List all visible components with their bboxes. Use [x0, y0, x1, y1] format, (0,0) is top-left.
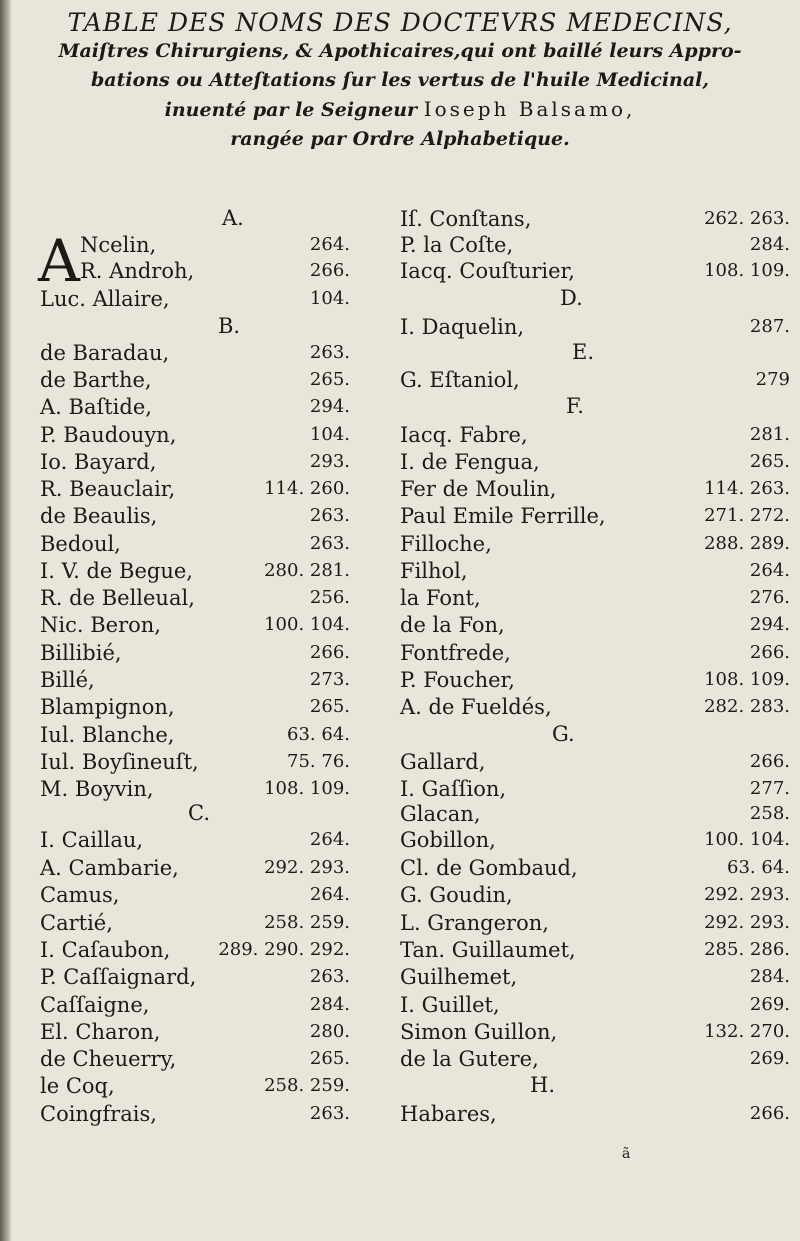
left-page-refs: 258. 259.: [264, 912, 350, 933]
left-name-entry: I. V. de Begue,: [40, 559, 193, 583]
right-page-refs: 114. 263.: [704, 478, 790, 499]
right-page-refs: 258.: [749, 803, 790, 824]
left-name-entry: Luc. Allaire,: [40, 287, 170, 311]
left-page-refs: 265.: [309, 369, 350, 390]
left-page-refs: 265.: [309, 1048, 350, 1069]
left-page-refs: 293.: [309, 451, 350, 472]
left-page-refs: 280. 281.: [264, 560, 350, 581]
left-page-refs: 263.: [309, 505, 350, 526]
left-name-entry: A. Baſtide,: [40, 395, 152, 419]
right-page-refs: 276.: [749, 587, 790, 608]
right-page-refs: 282. 283.: [704, 696, 790, 717]
left-page-refs: 264.: [309, 829, 350, 850]
right-name-entry: Tan. Guillaumet,: [400, 938, 576, 962]
left-name-entry: R. de Belleual,: [40, 586, 195, 610]
header-line-4-text: inuenté par le Seigneur: [164, 99, 418, 121]
section-letter-b: B.: [218, 314, 241, 338]
left-name-entry: I. Caſaubon,: [40, 938, 171, 962]
right-page-refs: 288. 289.: [704, 533, 790, 554]
left-name-entry: M. Boyvin,: [40, 777, 154, 801]
right-name-entry: A. de Fueldés,: [400, 695, 552, 719]
left-name-entry: Coingfrais,: [40, 1102, 157, 1126]
left-page-refs: 100. 104.: [264, 614, 350, 635]
right-page-refs: 265.: [749, 451, 790, 472]
left-name-entry: El. Charon,: [40, 1020, 161, 1044]
right-name-entry: P. Foucher,: [400, 668, 515, 692]
left-page-refs: 280.: [309, 1021, 350, 1042]
left-page-refs: 108. 109.: [264, 778, 350, 799]
right-name-entry: Cl. de Gombaud,: [400, 856, 578, 880]
left-name-entry: Camus,: [40, 883, 120, 907]
right-name-entry: G. Eſtaniol,: [400, 368, 520, 392]
right-name-entry: Iacq. Fabre,: [400, 423, 528, 447]
right-name-entry: Simon Guillon,: [400, 1020, 558, 1044]
right-name-entry: P. la Coſte,: [400, 233, 514, 257]
left-page-refs: 284.: [309, 994, 350, 1015]
left-page-refs: 263.: [309, 342, 350, 363]
right-name-entry: Glacan,: [400, 802, 481, 826]
section-letter-h: H.: [530, 1073, 555, 1097]
right-name-entry: Guilhemet,: [400, 965, 518, 989]
header-line-2: Maiſtres Chirurgiens, & Apothicaires,qui ont baillé leurs Appro-: [58, 40, 742, 62]
left-name-entry: Iul. Boyſineuſt,: [40, 750, 199, 774]
left-page-refs: 263.: [309, 966, 350, 987]
left-name-entry: R. Androh,: [80, 259, 195, 283]
right-name-entry: de la Gutere,: [400, 1047, 539, 1071]
left-name-entry: P. Caſſaignard,: [40, 965, 197, 989]
left-name-entry: Iul. Blanche,: [40, 723, 175, 747]
right-page-refs: 108. 109.: [704, 669, 790, 690]
right-page-refs: 279: [755, 369, 790, 390]
right-name-entry: I. Gaſſion,: [400, 777, 507, 801]
left-page-refs: 289. 290. 292.: [218, 939, 350, 960]
left-page-refs: 265.: [309, 696, 350, 717]
section-letter-c: C.: [188, 801, 210, 825]
right-name-entry: la Font,: [400, 586, 481, 610]
right-page-refs: 284.: [749, 234, 790, 255]
left-name-entry: Caſſaigne,: [40, 993, 150, 1017]
right-name-entry: Fer de Moulin,: [400, 477, 557, 501]
left-name-entry: A. Cambarie,: [40, 856, 179, 880]
page-binding-edge: [0, 0, 12, 1241]
section-letter-d: D.: [560, 286, 583, 310]
left-name-entry: Bedoul,: [40, 532, 121, 556]
right-name-entry: G. Goudin,: [400, 883, 513, 907]
left-name-entry: Blampignon,: [40, 695, 175, 719]
section-letter-a: A.: [222, 206, 244, 230]
right-page-refs: 63. 64.: [727, 857, 790, 878]
right-name-entry: I. de Fengua,: [400, 450, 540, 474]
left-name-entry: Nic. Beron,: [40, 613, 161, 637]
right-page-refs: 285. 286.: [704, 939, 790, 960]
right-page-refs: 264.: [749, 560, 790, 581]
left-page-refs: 104.: [309, 288, 350, 309]
header-line-5: rangée par Ordre Alphabetique.: [230, 128, 570, 150]
left-name-entry: Billé,: [40, 668, 95, 692]
left-page-refs: 266.: [309, 260, 350, 281]
left-page-refs: 273.: [309, 669, 350, 690]
right-name-entry: I. Daquelin,: [400, 315, 525, 339]
left-page-refs: 104.: [309, 424, 350, 445]
left-page-refs: 263.: [309, 533, 350, 554]
right-page-refs: 292. 293.: [704, 912, 790, 933]
right-name-entry: Filhol,: [400, 559, 468, 583]
right-name-entry: I. Guillet,: [400, 993, 500, 1017]
left-name-entry: Cartié,: [40, 911, 113, 935]
left-page-refs: 263.: [309, 1103, 350, 1124]
right-name-entry: Habares,: [400, 1102, 497, 1126]
left-page-refs: 264.: [309, 884, 350, 905]
header-line-3: bations ou Atteſtations ſur les vertus de l'huile Medicinal,: [90, 69, 710, 91]
left-page-refs: 75. 76.: [287, 751, 350, 772]
page-header: [0, 8, 800, 154]
right-page-refs: 266.: [749, 751, 790, 772]
left-name-entry: Io. Bayard,: [40, 450, 157, 474]
section-letter-f: F.: [566, 394, 584, 418]
header-line-4: [0, 95, 800, 125]
right-page-refs: 108. 109.: [704, 260, 790, 281]
right-name-entry: Filloche,: [400, 532, 492, 556]
left-name-entry: R. Beauclair,: [40, 477, 176, 501]
drop-cap: A: [38, 227, 80, 295]
right-page-refs: 266.: [749, 1103, 790, 1124]
right-name-entry: Iſ. Conſtans,: [400, 207, 532, 231]
right-name-entry: Paul Emile Ferrille,: [400, 504, 606, 528]
right-page-refs: 266.: [749, 642, 790, 663]
right-name-entry: Fontfrede,: [400, 641, 511, 665]
left-name-entry: Billibié,: [40, 641, 122, 665]
left-name-entry: P. Baudouyn,: [40, 423, 177, 447]
left-name-entry: de Beaulis,: [40, 504, 158, 528]
right-page-refs: 292. 293.: [704, 884, 790, 905]
right-name-entry: de la Fon,: [400, 613, 505, 637]
right-page-refs: 287.: [749, 316, 790, 337]
left-name-entry: Ncelin,: [80, 233, 157, 257]
left-page-refs: 264.: [309, 234, 350, 255]
left-page-refs: 266.: [309, 642, 350, 663]
left-name-entry: de Baradau,: [40, 341, 170, 365]
right-page-refs: 277.: [749, 778, 790, 799]
left-page-refs: 258. 259.: [264, 1075, 350, 1096]
signature-mark: ã: [622, 1146, 631, 1162]
header-author-name: Ioseph Balsamo,: [423, 97, 636, 121]
left-name-entry: de Cheuerry,: [40, 1047, 177, 1071]
right-name-entry: Iacq. Couſturier,: [400, 259, 575, 283]
right-page-refs: 262. 263.: [704, 208, 790, 229]
left-name-entry: le Coq,: [40, 1074, 115, 1098]
right-page-refs: 269.: [749, 1048, 790, 1069]
right-page-refs: 281.: [749, 424, 790, 445]
header-title: TABLE DES NOMS DES DOCTEVRS MEDECINS,: [67, 8, 733, 37]
left-name-entry: de Barthe,: [40, 368, 152, 392]
left-name-entry: I. Caillau,: [40, 828, 144, 852]
left-page-refs: 292. 293.: [264, 857, 350, 878]
right-name-entry: L. Grangeron,: [400, 911, 549, 935]
section-letter-g: G.: [552, 722, 575, 746]
right-page-refs: 269.: [749, 994, 790, 1015]
right-page-refs: 271. 272.: [704, 505, 790, 526]
left-page-refs: 294.: [309, 396, 350, 417]
right-name-entry: Gallard,: [400, 750, 486, 774]
left-page-refs: 256.: [309, 587, 350, 608]
left-page-refs: 63. 64.: [287, 724, 350, 745]
right-page-refs: 294.: [749, 614, 790, 635]
right-name-entry: Gobillon,: [400, 828, 496, 852]
right-page-refs: 100. 104.: [704, 829, 790, 850]
right-page-refs: 132. 270.: [704, 1021, 790, 1042]
right-page-refs: 284.: [749, 966, 790, 987]
section-letter-e: E.: [572, 340, 595, 364]
left-page-refs: 114. 260.: [264, 478, 350, 499]
